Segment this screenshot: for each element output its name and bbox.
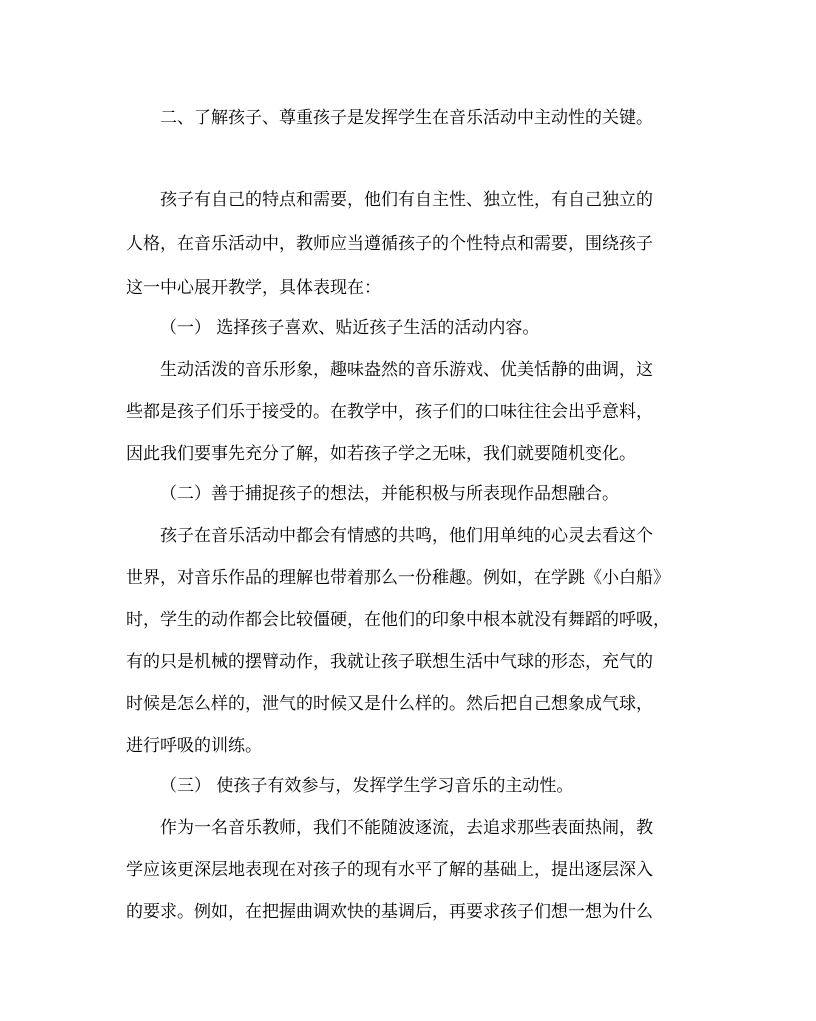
paragraph-line: 时候是怎么样的，泄气的时候又是什么样的。然后把自己想象成气球，: [126, 694, 653, 714]
paragraph-line: 孩子在音乐活动中都会有情感的共鸣，他们用单纯的心灵去看这个: [160, 526, 653, 546]
subheading-1: （一） 选择孩子喜欢、贴近孩子生活的活动内容。: [160, 318, 540, 338]
paragraph-line: 的要求。例如，在把握曲调欢快的基调后，再要求孩子们想一想为什么: [126, 902, 653, 922]
subheading-3: （三） 使孩子有效参与，发挥学生学习音乐的主动性。: [160, 776, 574, 796]
paragraph-line: 学应该更深层地表现在对孩子的现有水平了解的基础上，提出逐层深入: [126, 860, 653, 880]
paragraph-line: 因此我们要事先充分了解，如若孩子学之无味，我们就要随机变化。: [126, 444, 636, 464]
paragraph-line: 些都是孩子们乐于接受的。在教学中，孩子们的口味往往会出乎意料，: [126, 402, 653, 422]
subheading-2: （二）善于捕捉孩子的想法，并能积极与所表现作品想融合。: [160, 484, 619, 504]
paragraph-line: 作为一名音乐教师，我们不能随波逐流，去追求那些表面热闹，教: [160, 818, 653, 838]
paragraph-line: 有的只是机械的摆臂动作，我就让孩子联想生活中气球的形态，充气的: [126, 652, 653, 672]
paragraph-line: 这一中心展开教学，具体表现在：: [126, 278, 381, 298]
paragraph-line: 进行呼吸的训练。: [126, 736, 262, 756]
paragraph-line: 时，学生的动作都会比较僵硬，在他们的印象中根本就没有舞蹈的呼吸，: [126, 610, 670, 630]
paragraph-line: 孩子有自己的特点和需要，他们有自主性、独立性，有自己独立的: [160, 190, 653, 210]
paragraph-line: 世界，对音乐作品的理解也带着那么一份稚趣。例如，在学跳《小白船》: [126, 568, 670, 588]
paragraph-line: 人格，在音乐活动中，教师应当遵循孩子的个性特点和需要，围绕孩子: [126, 234, 653, 254]
section-heading: 二、了解孩子、尊重孩子是发挥学生在音乐活动中主动性的关键。: [160, 108, 653, 128]
paragraph-line: 生动活泼的音乐形象，趣味盎然的音乐游戏、优美恬静的曲调，这: [160, 360, 653, 380]
